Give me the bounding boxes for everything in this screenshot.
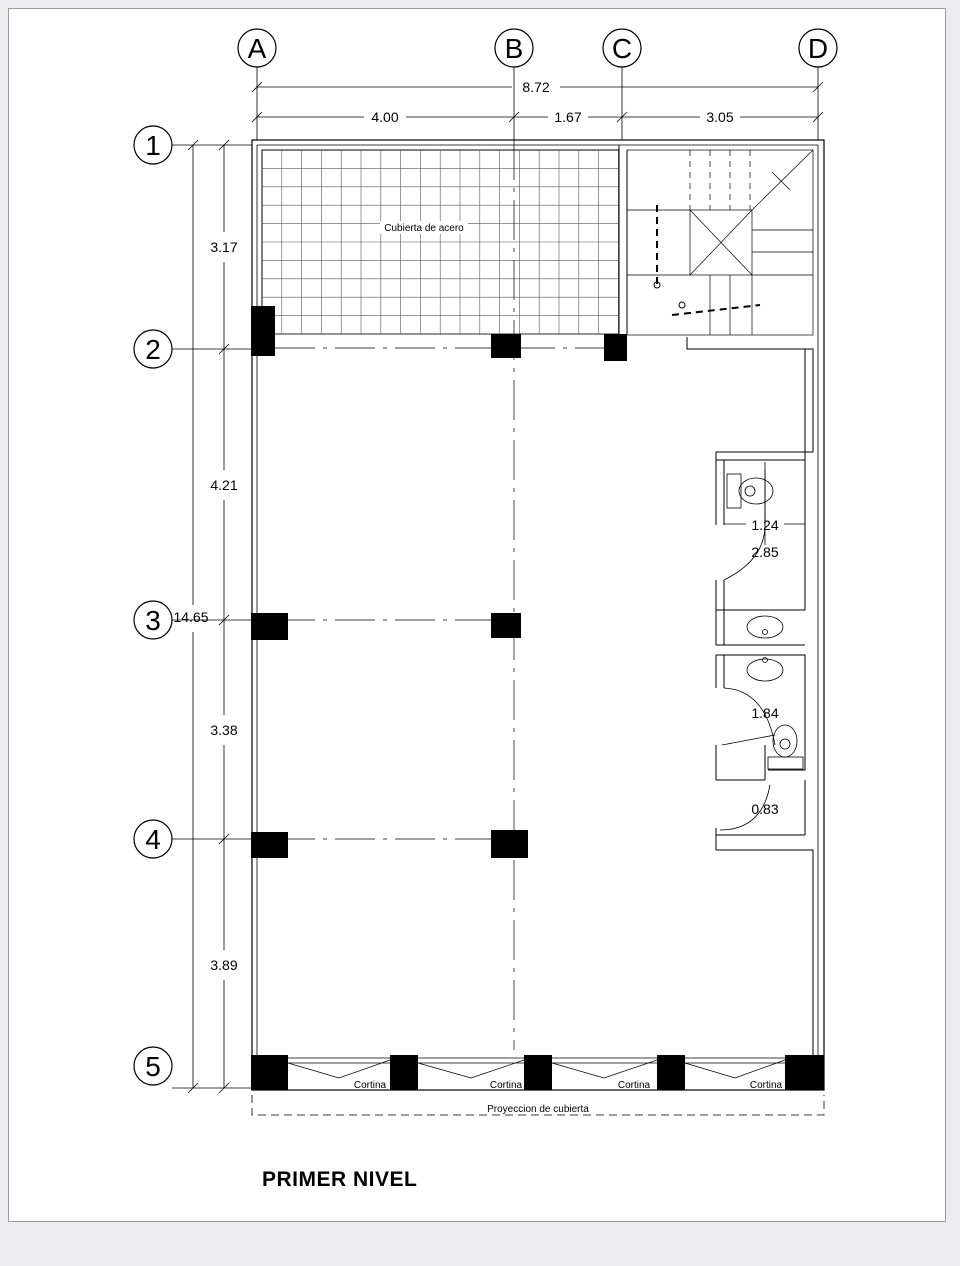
axis-label-5: 5 [145, 1051, 161, 1082]
toilet-1-icon [727, 474, 773, 508]
dim-bath-width: 1.24 [751, 517, 779, 533]
dim-bath2-depth: 1.84 [751, 705, 779, 721]
roof-projection-label: Proyeccion de cubierta [487, 1104, 589, 1115]
axis-bubble-5 [134, 1047, 172, 1085]
curtain-label-3: Cortina [617, 1080, 651, 1091]
steel-roof-area [262, 150, 619, 334]
curtain-label-2: Cortina [489, 1080, 523, 1091]
axis-bubble-d [799, 29, 837, 67]
dim-bay-ab: 4.00 [371, 109, 399, 125]
dim-overall-width: 8.72 [522, 79, 550, 95]
axis-bubble-1 [134, 126, 172, 164]
steel-roof-label: Cubierta de acero [384, 223, 464, 234]
sink-2-icon [747, 658, 783, 682]
curtain-label-4: Cortina [749, 1080, 783, 1091]
stair [627, 150, 813, 335]
axis-bubble-c [603, 29, 641, 67]
dim-bath-depth: 2.85 [751, 544, 779, 560]
column-b4 [491, 830, 528, 858]
dim-bay-bc: 1.67 [554, 109, 582, 125]
stair-end-mark [679, 302, 685, 308]
column-a2 [251, 306, 275, 356]
axis-label-4: 4 [145, 824, 161, 855]
dim-closet-depth: 0.83 [751, 801, 779, 817]
toilet-2-icon [768, 725, 803, 769]
stair-arrow-path [657, 205, 760, 315]
axis-bubble-2 [134, 330, 172, 368]
axis-label-1: 1 [145, 130, 161, 161]
dim-row-45: 3.89 [210, 957, 238, 973]
columns [251, 306, 824, 1090]
column-cd5 [657, 1055, 685, 1090]
axis-bubble-b [495, 29, 533, 67]
column-b2 [491, 334, 521, 358]
axis-label-c: C [611, 33, 633, 64]
structural-axes [275, 140, 615, 1050]
dim-row-23: 4.21 [210, 477, 238, 493]
column-a3 [251, 613, 288, 640]
column-c2 [604, 334, 627, 361]
axis-bubble-3 [134, 601, 172, 639]
dim-row-34: 3.38 [210, 722, 238, 738]
interior-wall-stair [687, 337, 813, 525]
column-a4 [251, 832, 288, 858]
axis-label-d: D [807, 33, 829, 64]
column-ab5 [390, 1055, 418, 1090]
axis-label-3: 3 [145, 605, 161, 636]
axis-label-b: B [504, 33, 524, 64]
column-d5 [785, 1055, 824, 1090]
axis-label-2: 2 [145, 334, 161, 365]
dim-row-12: 3.17 [210, 239, 238, 255]
curtain-label-1: Cortina [353, 1080, 387, 1091]
column-a5 [251, 1055, 288, 1090]
axis-label-a: A [247, 33, 267, 64]
exterior-walls [252, 140, 824, 1090]
dim-overall-length: 14.65 [173, 609, 209, 625]
sink-1-icon [747, 616, 783, 638]
column-bc5 [524, 1055, 552, 1090]
page-title: PRIMER NIVEL [262, 1168, 418, 1191]
column-b3 [491, 613, 521, 638]
axis-bubble-a [238, 29, 276, 67]
axis-bubble-4 [134, 820, 172, 858]
column-axis-leaders [257, 67, 818, 140]
dim-bay-cd: 3.05 [706, 109, 734, 125]
